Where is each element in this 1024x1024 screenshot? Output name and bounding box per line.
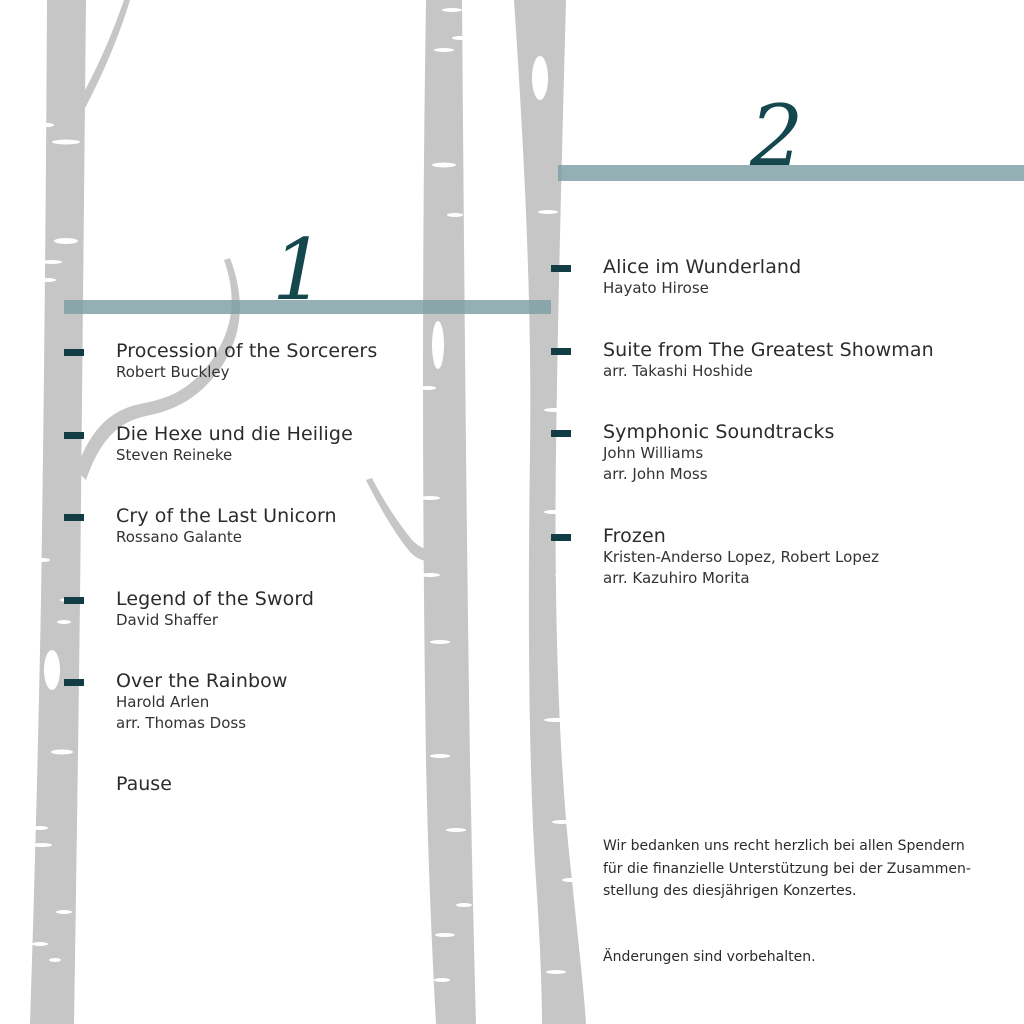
piece-title: Die Hexe und die Heilige xyxy=(116,423,353,445)
arranger-line: arr. Kazuhiro Morita xyxy=(603,569,750,587)
list-bullet xyxy=(551,348,571,355)
changes-disclaimer: Änderungen sind vorbehalten. xyxy=(603,949,816,965)
composer-line: John Williams xyxy=(603,444,704,462)
piece-title: Procession of the Sorcerers xyxy=(116,340,378,362)
piece-title: Over the Rainbow xyxy=(116,670,288,692)
piece-title: Suite from The Greatest Showman xyxy=(603,339,934,361)
list-bullet xyxy=(64,349,84,356)
list-bullet xyxy=(551,265,571,272)
thanks-line: stellung des diesjährigen Konzertes. xyxy=(603,883,857,899)
thanks-note xyxy=(603,835,973,903)
composer-line: Hayato Hirose xyxy=(603,279,709,297)
composer-line: Robert Buckley xyxy=(116,363,230,381)
arranger-line: arr. Takashi Hoshide xyxy=(603,362,753,380)
composer-line: Rossano Galante xyxy=(116,528,242,546)
part2-number: 2 xyxy=(750,87,804,185)
list-bullet xyxy=(64,597,84,604)
list-bullet xyxy=(551,534,571,541)
piece-title: Alice im Wunderland xyxy=(603,256,802,278)
intermission-label: Pause xyxy=(116,773,172,795)
composer-line: Steven Reineke xyxy=(116,446,233,464)
piece-title: Symphonic Soundtracks xyxy=(603,421,835,443)
part1-number: 1 xyxy=(272,221,326,319)
composer-line: Kristen-Anderso Lopez, Robert Lopez xyxy=(603,548,879,566)
composer-line: David Shaffer xyxy=(116,611,219,629)
list-bullet xyxy=(551,430,571,437)
list-bullet xyxy=(64,514,84,521)
piece-title: Frozen xyxy=(603,525,666,547)
list-bullet xyxy=(64,432,84,439)
piece-title: Legend of the Sword xyxy=(116,588,315,610)
thanks-line: Wir bedanken uns recht herzlich bei allen Spendern xyxy=(603,838,965,854)
list-bullet xyxy=(64,679,84,686)
composer-line: Harold Arlen xyxy=(116,693,210,711)
arranger-line: arr. John Moss xyxy=(603,465,708,483)
piece-title: Cry of the Last Unicorn xyxy=(116,505,337,527)
arranger-line: arr. Thomas Doss xyxy=(116,714,247,732)
thanks-line: für die finanzielle Unterstützung bei der Zusammen- xyxy=(603,860,971,877)
